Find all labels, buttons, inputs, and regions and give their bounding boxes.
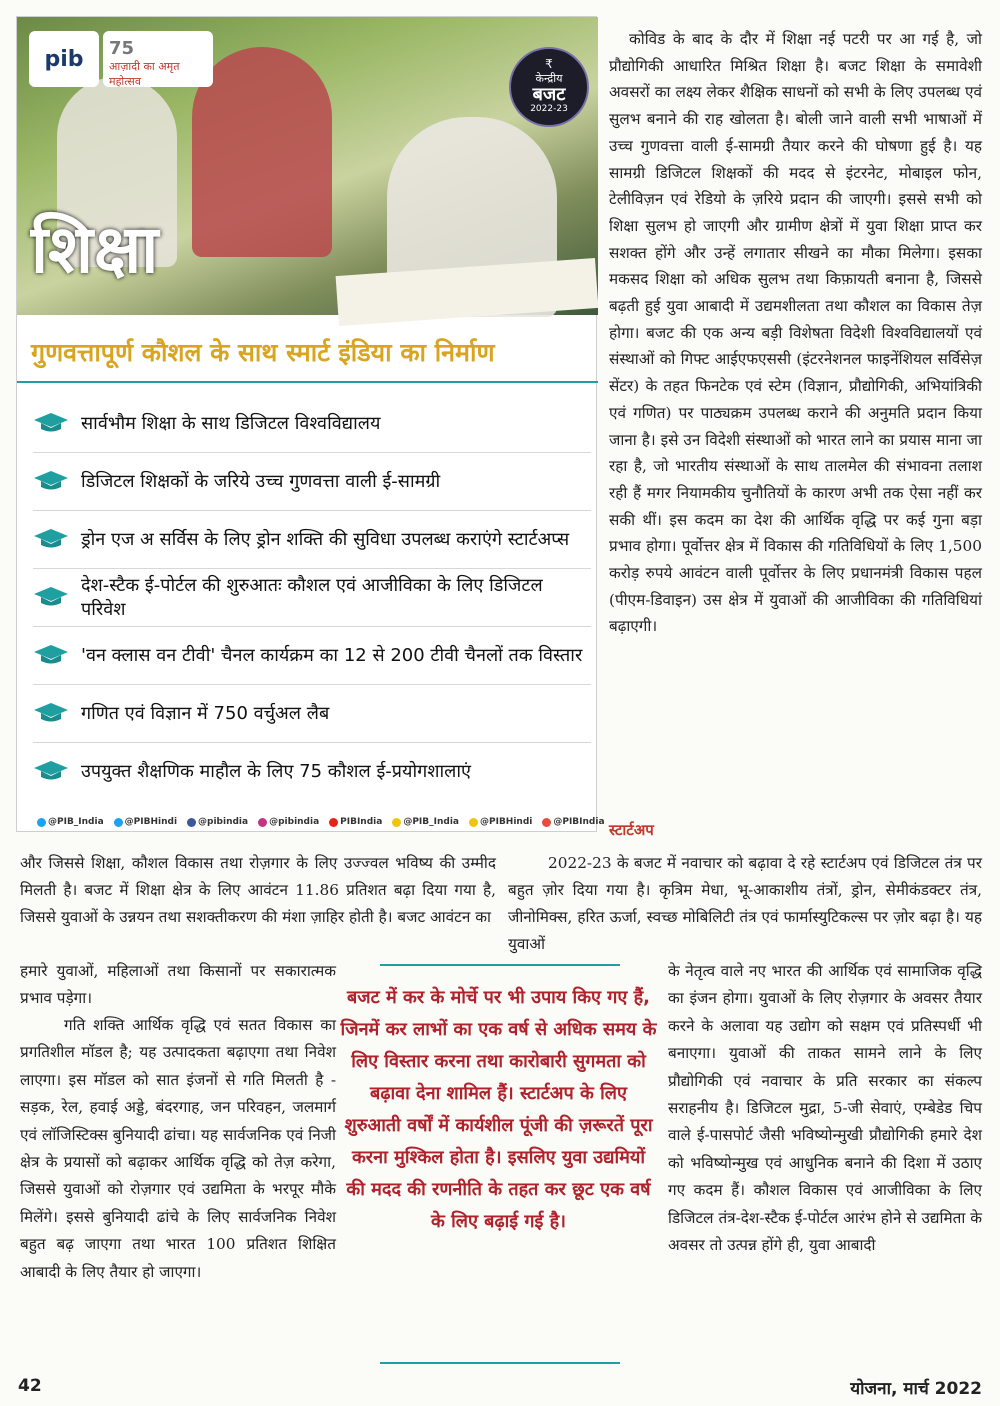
graduation-cap-icon	[33, 585, 81, 611]
social-handle: @pibindia	[187, 817, 248, 827]
social-handle: @pibindia	[258, 817, 319, 827]
social-handle: @PIBIndia	[542, 817, 604, 827]
pib-logo: pib	[29, 31, 99, 87]
youtube-icon	[329, 818, 338, 827]
sharechat-icon	[542, 818, 551, 827]
rupee-icon: ₹	[545, 57, 553, 71]
graduation-cap-icon	[33, 643, 81, 669]
startup-paragraph-continued: के नेतृत्व वाले नए भारत की आर्थिक एवं सामाजिक वृद्धि का इंजन होगा। युवाओं के लिए रोज़गार के अवसर तैयार करने के अलावा यह उद्योग को सक्षम एवं प्रतिस्पर्धी भी बनाएगा। युवाओं की ताकत सामने लाने के लिए प्रौद्योगिकी एवं नवाचार के प्रति सरकार का संकल्प सराहनीय है। डिजिटल मुद्रा, 5-जी सेवाएं, एम्बेडेड चिप वाले ई-पासपोर्ट जैसी भविष्योन्मुखी प्रौद्योगिकी हमारे देश को भविष्योन्मुख एवं आधुनिक बनाने की दिशा में उठाए गए कदम हैं। कौशल विकास एवं आजीविका के लिए डिजिटल तंत्र-देश-स्टैक ई-पोर्टल आरंभ होने से उद्यमिता के अवसर तो उत्पन्न होंगे ही, युवा आबादी	[668, 962, 982, 1255]
divider	[380, 964, 620, 966]
page-number: 42	[18, 1376, 42, 1396]
graduation-cap-icon	[33, 469, 81, 495]
infobox-title: शिक्षा	[31, 211, 160, 288]
twitter-icon	[37, 818, 46, 827]
list-item: गणित एवं विज्ञान में 750 वर्चुअल लैब	[33, 685, 591, 743]
pull-quote	[340, 964, 657, 1364]
graduation-cap-icon	[33, 527, 81, 553]
list-item: उपयुक्त शैक्षणिक माहौल के लिए 75 कौशल ई-प्रयोगशालाएं	[33, 743, 591, 801]
instagram-icon	[258, 818, 267, 827]
social-handle: @PIBHindi	[469, 817, 532, 827]
magazine-issue: योजना, मार्च 2022	[850, 1379, 982, 1399]
photo-book	[336, 258, 599, 326]
left-paragraph-gati-shakti: गति शक्ति आर्थिक वृद्धि एवं सतत विकास का प्रगतिशील मॉडल है; यह उत्पादकता बढ़ाएगा तथा निवेश लाएगा। इस मॉडल को सात इंजनों से गति मिलती है - सड़क, रेल, हवाई अड्डे, बंदरगाह, जन परिवहन, जलमार्ग एवं लॉजिस्टिक्स बुनियादी ढांचा। यह सार्वजनिक एवं निजी क्षेत्र के प्रयासों को बढ़ाकर आर्थिक वृद्धि को तेज़ करेगा, जिससे युवाओं को रोज़गार एवं उद्यमिता के भरपूर मौके मिलेंगे। इससे बुनियादी ढांचे के लिए सार्वजनिक निवेश बहुत बढ़ जाएगा तथा भारत 100 प्रतिशत शिक्षित आबादी के लिए तैयार हो जाएगा।	[20, 1016, 336, 1281]
left-paragraph: और जिससे शिक्षा, कौशल विकास तथा रोज़गार के लिए उज्ज्वल भविष्य की उम्मीद मिलती है। बजट में शिक्षा क्षेत्र के लिए आवंटन 11.86 प्रतिशत बढ़ा दिया गया है, जिससे युवाओं के उन्नयन तथा सशक्तीकरण की मंशा ज़ाहिर होती है। बजट आवंटन का	[20, 854, 496, 926]
pull-quote-text: बजट में कर के मोर्चे पर भी उपाय किए गए हैं, जिनमें कर लाभों का एक वर्ष से अधिक समय के लिए विस्तार करना तथा कारोबारी सुगमता को बढ़ावा देना शामिल हैं। स्टार्टअप के लिए शुरुआती वर्षों में कार्यशील पूंजी की ज़रूरतें पूरा करना मुश्किल होता है। इसलिए युवा उद्यमियों की मदद की रणनीति के तहत कर छूट एक वर्ष के लिए बढ़ाई गई है।	[340, 987, 657, 1232]
students-photo	[17, 17, 598, 315]
infographic-box	[16, 16, 605, 832]
twitter-icon	[114, 818, 123, 827]
graduation-cap-icon	[33, 701, 81, 727]
facebook-icon	[187, 818, 196, 827]
graduation-cap-icon	[33, 411, 81, 437]
social-handle: @PIBHindi	[114, 817, 177, 827]
graduation-cap-icon	[33, 759, 81, 785]
budget-badge: ₹ केन्द्रीय बजट 2022-23	[509, 47, 589, 127]
photo-figure	[192, 47, 332, 257]
list-item: ड्रोन एज अ सर्विस के लिए ड्रोन शक्ति की सुविधा उपलब्ध कराएंगे स्टार्टअप्स	[33, 511, 591, 569]
infobox-subtitle: गुणवत्तापूर्ण कौशल के साथ स्मार्ट इंडिया का निर्माण	[31, 338, 495, 367]
koo-icon	[392, 818, 401, 827]
section-heading-startup: स्टार्टअप	[609, 821, 654, 839]
divider	[17, 381, 598, 383]
azadi-ka-amrit-mahotsav-logo: 75 आज़ादी का अमृत महोत्सव	[103, 31, 213, 87]
divider	[380, 1362, 620, 1364]
list-item: सार्वभौम शिक्षा के साथ डिजिटल विश्वविद्यालय	[33, 395, 591, 453]
social-handle: @PIB_India	[392, 817, 459, 827]
social-handle: @PIB_India	[37, 817, 104, 827]
startup-paragraph: 2022-23 के बजट में नवाचार को बढ़ावा दे रहे स्टार्टअप एवं डिजिटल तंत्र पर बहुत ज़ोर दिया गया है। कृत्रिम मेधा, भू-आकाशीय तंत्रों, ड्रोन, सेमीकंडक्टर तंत्र, जीनोमिक्स, हरित ऊर्जा, स्वच्छ मोबिलिटी तंत्र एवं फार्मास्युटिकल्स पर ज़ोर बढ़ा है। यह युवाओं	[508, 854, 982, 953]
left-paragraph-continued: हमारे युवाओं, महिलाओं तथा किसानों पर सकारात्मक प्रभाव पड़ेगा।	[20, 962, 336, 1008]
feature-list	[33, 395, 591, 801]
koo-icon	[469, 818, 478, 827]
list-item: देश-स्टैक ई-पोर्टल की शुरुआतः कौशल एवं आजीविका के लिए डिजिटल परिवेश	[33, 569, 591, 627]
list-item: डिजिटल शिक्षकों के जरिये उच्च गुणवत्ता वाली ई-सामग्री	[33, 453, 591, 511]
social-handles	[37, 817, 605, 827]
social-handle: PIBIndia	[329, 817, 382, 827]
list-item: 'वन क्लास वन टीवी' चैनल कार्यक्रम का 12 से 200 टीवी चैनलों तक विस्तार	[33, 627, 591, 685]
right-column-text: कोविड के बाद के दौर में शिक्षा नई पटरी पर आ गई है, जो प्रौद्योगिकी आधारित मिश्रित शिक्षा है। बजट शिक्षा के समावेशी अवसरों का लक्ष्य लेकर शैक्षिक साधनों को सभी के लिए उपलब्ध एवं सुलभ बनाने की राह खोलता है। बोली जाने वाली सभी भाषाओं में उच्च गुणवत्ता वाली ई-सामग्री तैयार करने की घोषणा हुई है। यह सामग्री डिजिटल शिक्षकों की मदद से इंटरनेट, मोबाइल फोन, टेलीविज़न एवं रेडियो के ज़रिये प्रदान की जाएगी। इससे सभी को शिक्षा सुलभ हो जाएगी और ग्रामीण क्षेत्रों में युवा शिक्षा प्राप्त कर सशक्त होंगे और उन्हें लगातार सीखने का मौका मिलेगा। इसका मकसद शिक्षा को अधिक सुलभ तथा किफ़ायती बनाना है, जिससे बढ़ती हुई युवा आबादी में उद्यमशीलता तथा कौशल का विकास तेज़ होगा। बजट की एक अन्य बड़ी विशेषता विदेशी विश्वविद्यालयों एवं संस्थाओं को गिफ्ट आईएफएससी (इंटरनेशनल फाइनेंशियल सर्विसेज़ सेंटर) के तहत फिनटेक एवं स्टेम (विज्ञान, प्रौद्योगिकी, अभियांत्रिकी एवं गणित) पर पाठ्यक्रम उपलब्ध कराने की अनुमति प्रदान किया जाना है। इसे उन विदेशी संस्थाओं को भारत लाने का प्रयास माना जा रहा है, जो भारतीय संस्थाओं के साथ तालमेल की संभावना तलाश रही हैं मगर नियामकीय चुनौतियों के कारण अभी तक ऐसा नहीं कर सकी थीं। इस कदम का देश की आर्थिक वृद्धि पर कई गुना बड़ा प्रभाव होगा। पूर्वोत्तर क्षेत्र में विकास की गतिविधियों के लिए 1,500 करोड़ रुपये आवंटन वाली पूर्वोत्तर के लिए प्रधानमंत्री विकास पहल (पीएम-डिवाइन) उस क्षेत्र में युवाओं की आजीविका की गतिविधियां बढ़ाएगी।	[609, 30, 982, 636]
